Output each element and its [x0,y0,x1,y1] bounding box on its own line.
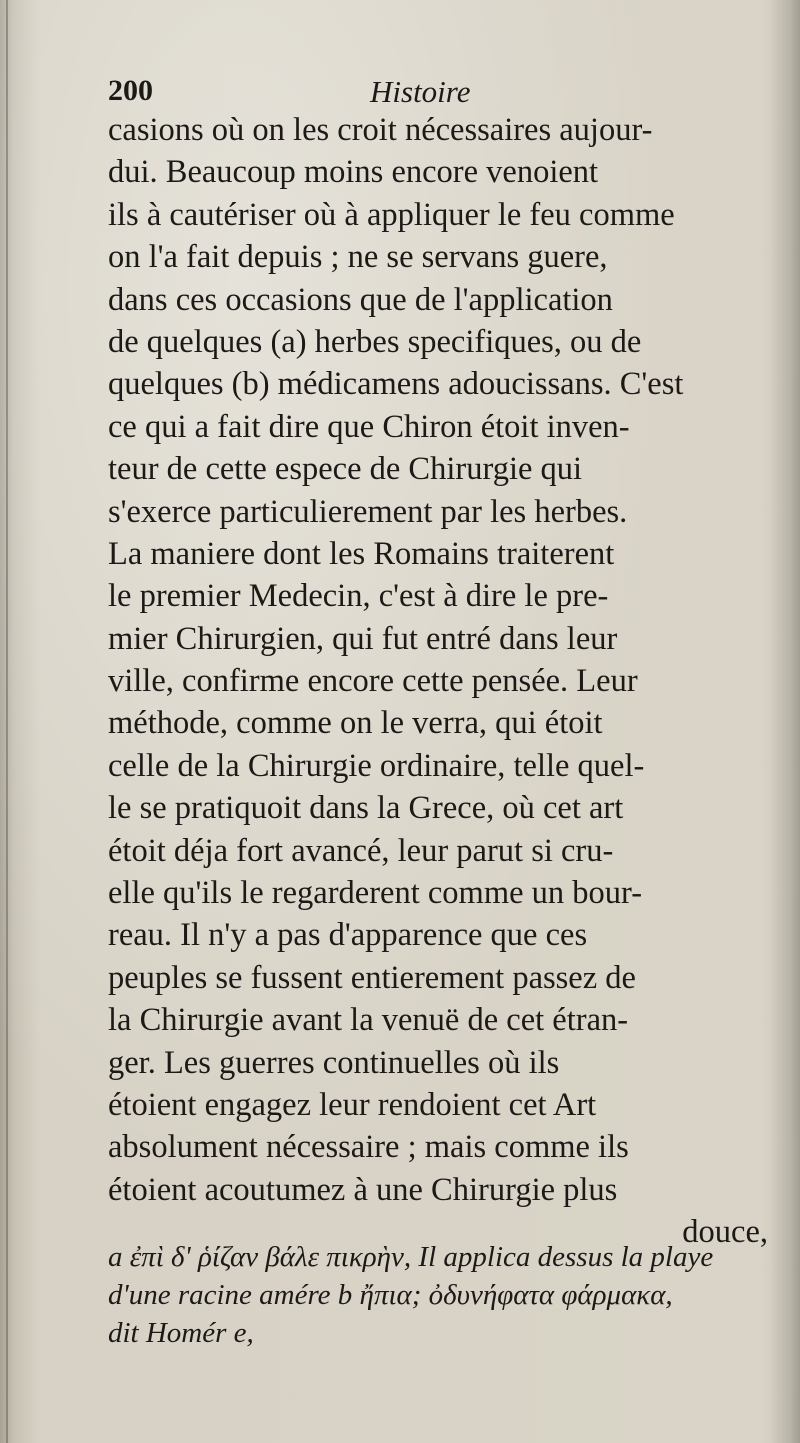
text-line: la Chirurgie avant la venuë de cet étran- [108,1002,629,1039]
text-line: celle de la Chirurgie ordinaire, telle quel- [108,747,645,784]
text-line: absolument nécessaire ; mais comme ils [108,1129,629,1166]
text-line: étoient acoutumez à une Chirurgie plus [108,1171,618,1208]
text-line: ils à cautériser où à appliquer le feu comme [108,196,675,233]
footnote-line: dit Homér e, [108,1317,254,1349]
text-line: s'exerce particulierement par les herbes. [108,493,628,530]
text-line: étoit déja fort avancé, leur parut si cru- [108,832,614,869]
text-line: étoient engagez leur rendoient cet Art [108,1086,597,1123]
running-head: Histoire [370,74,471,109]
body-text [108,109,788,1254]
text-line: teur de cette espece de Chirurgie qui [108,451,583,488]
text-line: dui. Beaucoup moins encore venoient [108,154,599,191]
text-line: de quelques (a) herbes specifiques, ou de [108,323,642,360]
text-line: elle qu'ils le regarderent comme un bour- [108,875,643,912]
text-line: on l'a fait depuis ; ne se servans guere, [108,239,608,276]
text-line: méthode, comme on le verra, qui étoit [108,705,603,742]
page-gutter [6,0,8,1443]
text-line: reau. Il n'y a pas d'apparence que ces [108,917,588,954]
footnote-line: d'une racine amére b ἤπια; ὀδυνήφατα φάρμακα, [108,1279,673,1311]
text-line: quelques (b) médicamens adoucissans. C'est [108,366,684,403]
text-line: mier Chirurgien, qui fut entré dans leur [108,620,618,657]
text-line: ce qui a fait dire que Chiron étoit inven- [108,408,630,445]
page-header [108,74,708,114]
text-line: le se pratiquoit dans la Grece, où cet art [108,790,624,827]
text-line: casions où on les croit nécessaires aujour- [108,112,653,148]
footnote-line: a ἐπὶ δ' ῥίζαν βάλε πικρὴν, Il applica dessus la playe [108,1241,714,1273]
text-line: le premier Medecin, c'est à dire le pre- [108,578,609,615]
page-number: 200 [108,74,153,107]
text-line: ville, confirme encore cette pensée. Leur [108,663,638,700]
text-line: La maniere dont les Romains traiterent [108,535,615,572]
text-line: dans ces occasions que de l'application [108,281,613,318]
text-line: ger. Les guerres continuelles où ils [108,1044,560,1081]
catchword: douce, [682,1214,768,1251]
text-line: peuples se fussent entierement passez de [108,959,636,996]
footnotes [108,1238,788,1352]
